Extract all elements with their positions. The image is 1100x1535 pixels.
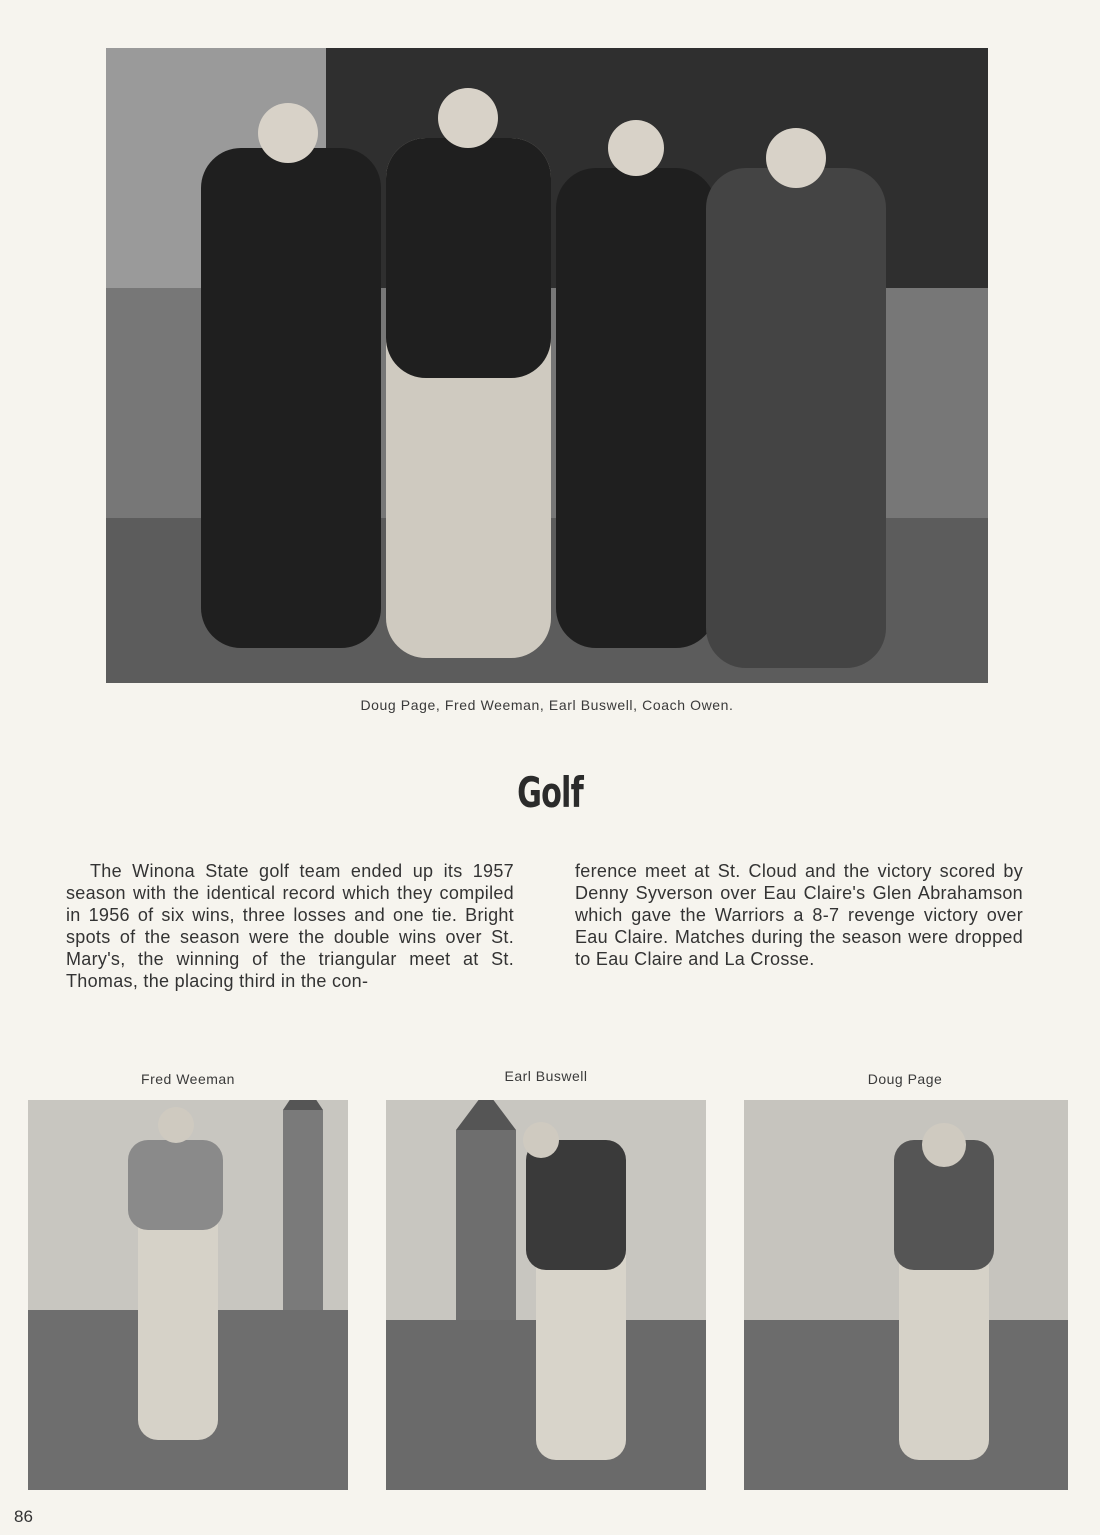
fred-weeman-photo: [28, 1100, 348, 1490]
earl-buswell-caption: Earl Buswell: [504, 1068, 588, 1084]
article-column-right: ference meet at St. Cloud and the victory scored by Denny Syverson over Eau Claire's Glen Abrahamson which gave the Warriors a 8-7 revenge victory over Eau Claire. Matches during the season were dropped to Eau Claire and La Crosse.: [575, 861, 1023, 969]
page-number: 86: [14, 1507, 33, 1526]
doug-page-caption: Doug Page: [867, 1071, 943, 1087]
article-column-left: The Winona State golf team ended up its 1957 season with the identical record which they compiled in 1956 of six wins, three losses and one tie. Bright spots of the season were the double wins over St. Mary's, the winning of the triangular meet at St. Thomas, the placing third in the con-: [66, 861, 514, 991]
page-title: Golf: [517, 768, 583, 817]
team-photo: [106, 48, 988, 683]
earl-buswell-photo: [386, 1100, 706, 1490]
team-photo-caption: Doug Page, Fred Weeman, Earl Buswell, Coach Owen.: [360, 697, 734, 713]
fred-weeman-caption: Fred Weeman: [141, 1071, 235, 1087]
doug-page-photo: [744, 1100, 1068, 1490]
